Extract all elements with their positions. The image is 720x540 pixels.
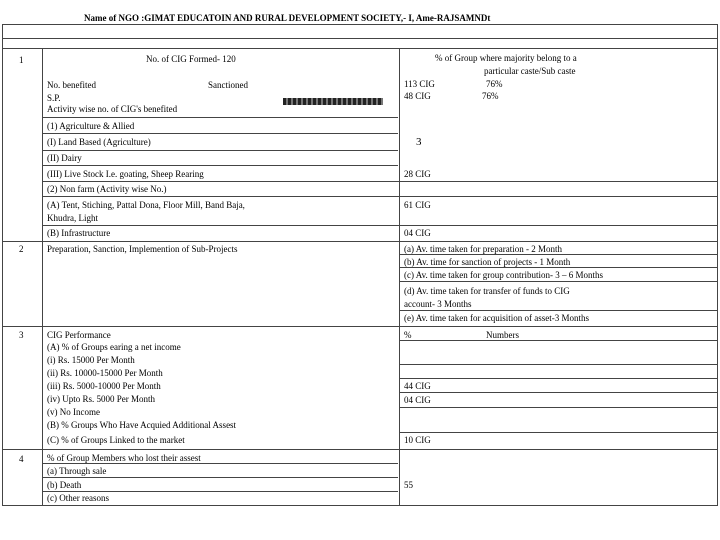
- sp-label: S.P.: [47, 93, 61, 103]
- rule: [42, 477, 398, 478]
- rule: [400, 378, 718, 379]
- income-iii-count: 44 CIG: [404, 381, 431, 391]
- rule-v-mid: [399, 48, 400, 506]
- lost-assets-count: 55: [404, 480, 413, 490]
- row-number: 2: [19, 244, 24, 254]
- activity-label: Activity wise no. of CIG's benefited: [47, 104, 178, 114]
- row-number: 3: [19, 330, 24, 340]
- pct-symbol: %: [404, 330, 412, 340]
- no-benefited: No. benefited: [47, 80, 96, 90]
- rule: [42, 181, 718, 182]
- rule: [42, 225, 718, 226]
- rule-v-left: [2, 24, 3, 506]
- infra-label: (B) Infrastructure: [47, 228, 111, 238]
- rule: [42, 196, 718, 197]
- rule-row3-end: [2, 449, 718, 450]
- time-transfer: (d) Av. time taken for transfer of funds to CIG: [404, 286, 570, 296]
- row-number: 1: [19, 55, 24, 65]
- income-v: (v) No Income: [47, 407, 100, 417]
- land-count: 3: [416, 136, 422, 148]
- time-acquisition: (e) Av. time taken for acquisition of asset-3 Months: [404, 313, 589, 323]
- time-contribution: (c) Av. time taken for group contribution- 3 – 6 Months: [404, 270, 603, 280]
- numbers-label: Numbers: [486, 330, 519, 340]
- dairy-label: (II) Dairy: [47, 153, 82, 163]
- nonfarm-label: (2) Non farm (Activity wise No.): [47, 184, 167, 194]
- land-label: (I) Land Based (Agriculture): [47, 137, 151, 147]
- rule-title-bottom: [2, 38, 718, 39]
- subproject-label: Preparation, Sanction, Implemention of Sub-Projects: [47, 244, 238, 254]
- market-count: 10 CIG: [404, 435, 431, 445]
- infra-count: 04 CIG: [404, 228, 431, 238]
- tent-count: 61 CIG: [404, 200, 431, 210]
- perf-label: CIG Performance: [47, 330, 111, 340]
- rule-top: [2, 24, 718, 25]
- time-sanction: (b) Av. time for sanction of projects - 1 Month: [404, 257, 571, 267]
- rule: [42, 491, 398, 492]
- livestock-label: (III) Live Stock I.e. goating, Sheep Rearing: [47, 169, 204, 179]
- rule: [400, 432, 718, 433]
- income-iv-count: 04 CIG: [404, 395, 431, 405]
- tent-label: (A) Tent, Stiching, Pattal Dona, Floor Mill, Band Baja,: [47, 200, 245, 210]
- rule-bottom: [2, 505, 718, 506]
- income-ii: (ii) Rs. 10000-15000 Per Month: [47, 368, 163, 378]
- other-reasons: (c) Other reasons: [47, 493, 109, 503]
- row-number: 4: [19, 454, 24, 464]
- death: (b) Death: [47, 480, 82, 490]
- cig-48: 48 CIG: [404, 91, 431, 101]
- rule: [42, 165, 398, 166]
- pct-heading-cont: particular caste/Sub caste: [484, 66, 576, 76]
- cig-113: 113 CIG: [404, 79, 435, 89]
- income-iv: (iv) Upto Rs. 5000 Per Month: [47, 394, 155, 404]
- income-i: (i) Rs. 15000 Per Month: [47, 355, 135, 365]
- pct-heading: % of Group where majority belong to a: [435, 53, 577, 63]
- income-iii: (iii) Rs. 5000-10000 Per Month: [47, 381, 161, 391]
- rule: [400, 407, 718, 408]
- pct-76: 76%: [482, 91, 499, 101]
- rule-v-sno: [42, 48, 43, 506]
- rule: [42, 150, 398, 151]
- rule: [42, 133, 398, 134]
- signature-stamp: [283, 98, 383, 105]
- rule: [400, 340, 718, 341]
- time-preparation: (a) Av. time taken for preparation - 2 Month: [404, 244, 562, 254]
- market-label: (C) % of Groups Linked to the market: [47, 435, 185, 445]
- rule-row2-end: [2, 326, 718, 327]
- rule: [400, 281, 718, 282]
- cig-formed: No. of CIG Formed- 120: [146, 54, 236, 64]
- assets-label: (B) % Groups Who Have Acquied Additional Assest: [47, 420, 237, 430]
- rule-v-right: [717, 24, 718, 506]
- through-sale: (a) Through sale: [47, 466, 107, 476]
- net-income-label: (A) % of Groups earing a net income: [47, 342, 181, 352]
- livestock-count: 28 CIG: [404, 169, 431, 179]
- rule-row1-end: [2, 241, 718, 242]
- rule: [400, 310, 718, 311]
- rule: [400, 364, 718, 365]
- pct-76: 76%: [486, 79, 503, 89]
- tent-label-cont: Khudra, Light: [47, 213, 98, 223]
- lost-assets-label: % of Group Members who lost their assest: [47, 453, 201, 463]
- rule: [400, 392, 718, 393]
- sanctioned: Sanctioned: [208, 80, 248, 90]
- rule: [42, 117, 398, 118]
- agri-label: (1) Agriculture & Allied: [47, 121, 135, 131]
- page-title: Name of NGO :GIMAT EDUCATOIN AND RURAL DEVELOPMENT SOCIETY,- I, Ame-RAJSAMNDt: [84, 13, 491, 23]
- time-transfer-cont: account- 3 Months: [404, 299, 472, 309]
- rule-header: [2, 48, 718, 49]
